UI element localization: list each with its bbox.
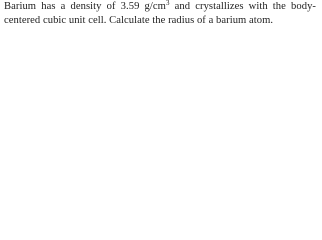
question-text-part-1: Barium has a density of 3.59 g/cm: [4, 1, 166, 12]
question-text: [4, 0, 316, 28]
cube-exponent: 3: [165, 0, 170, 7]
question-text-part-2: and crystallizes with the body-centered cubic unit cell. Calculate the radius of a barium atom.: [4, 1, 317, 26]
